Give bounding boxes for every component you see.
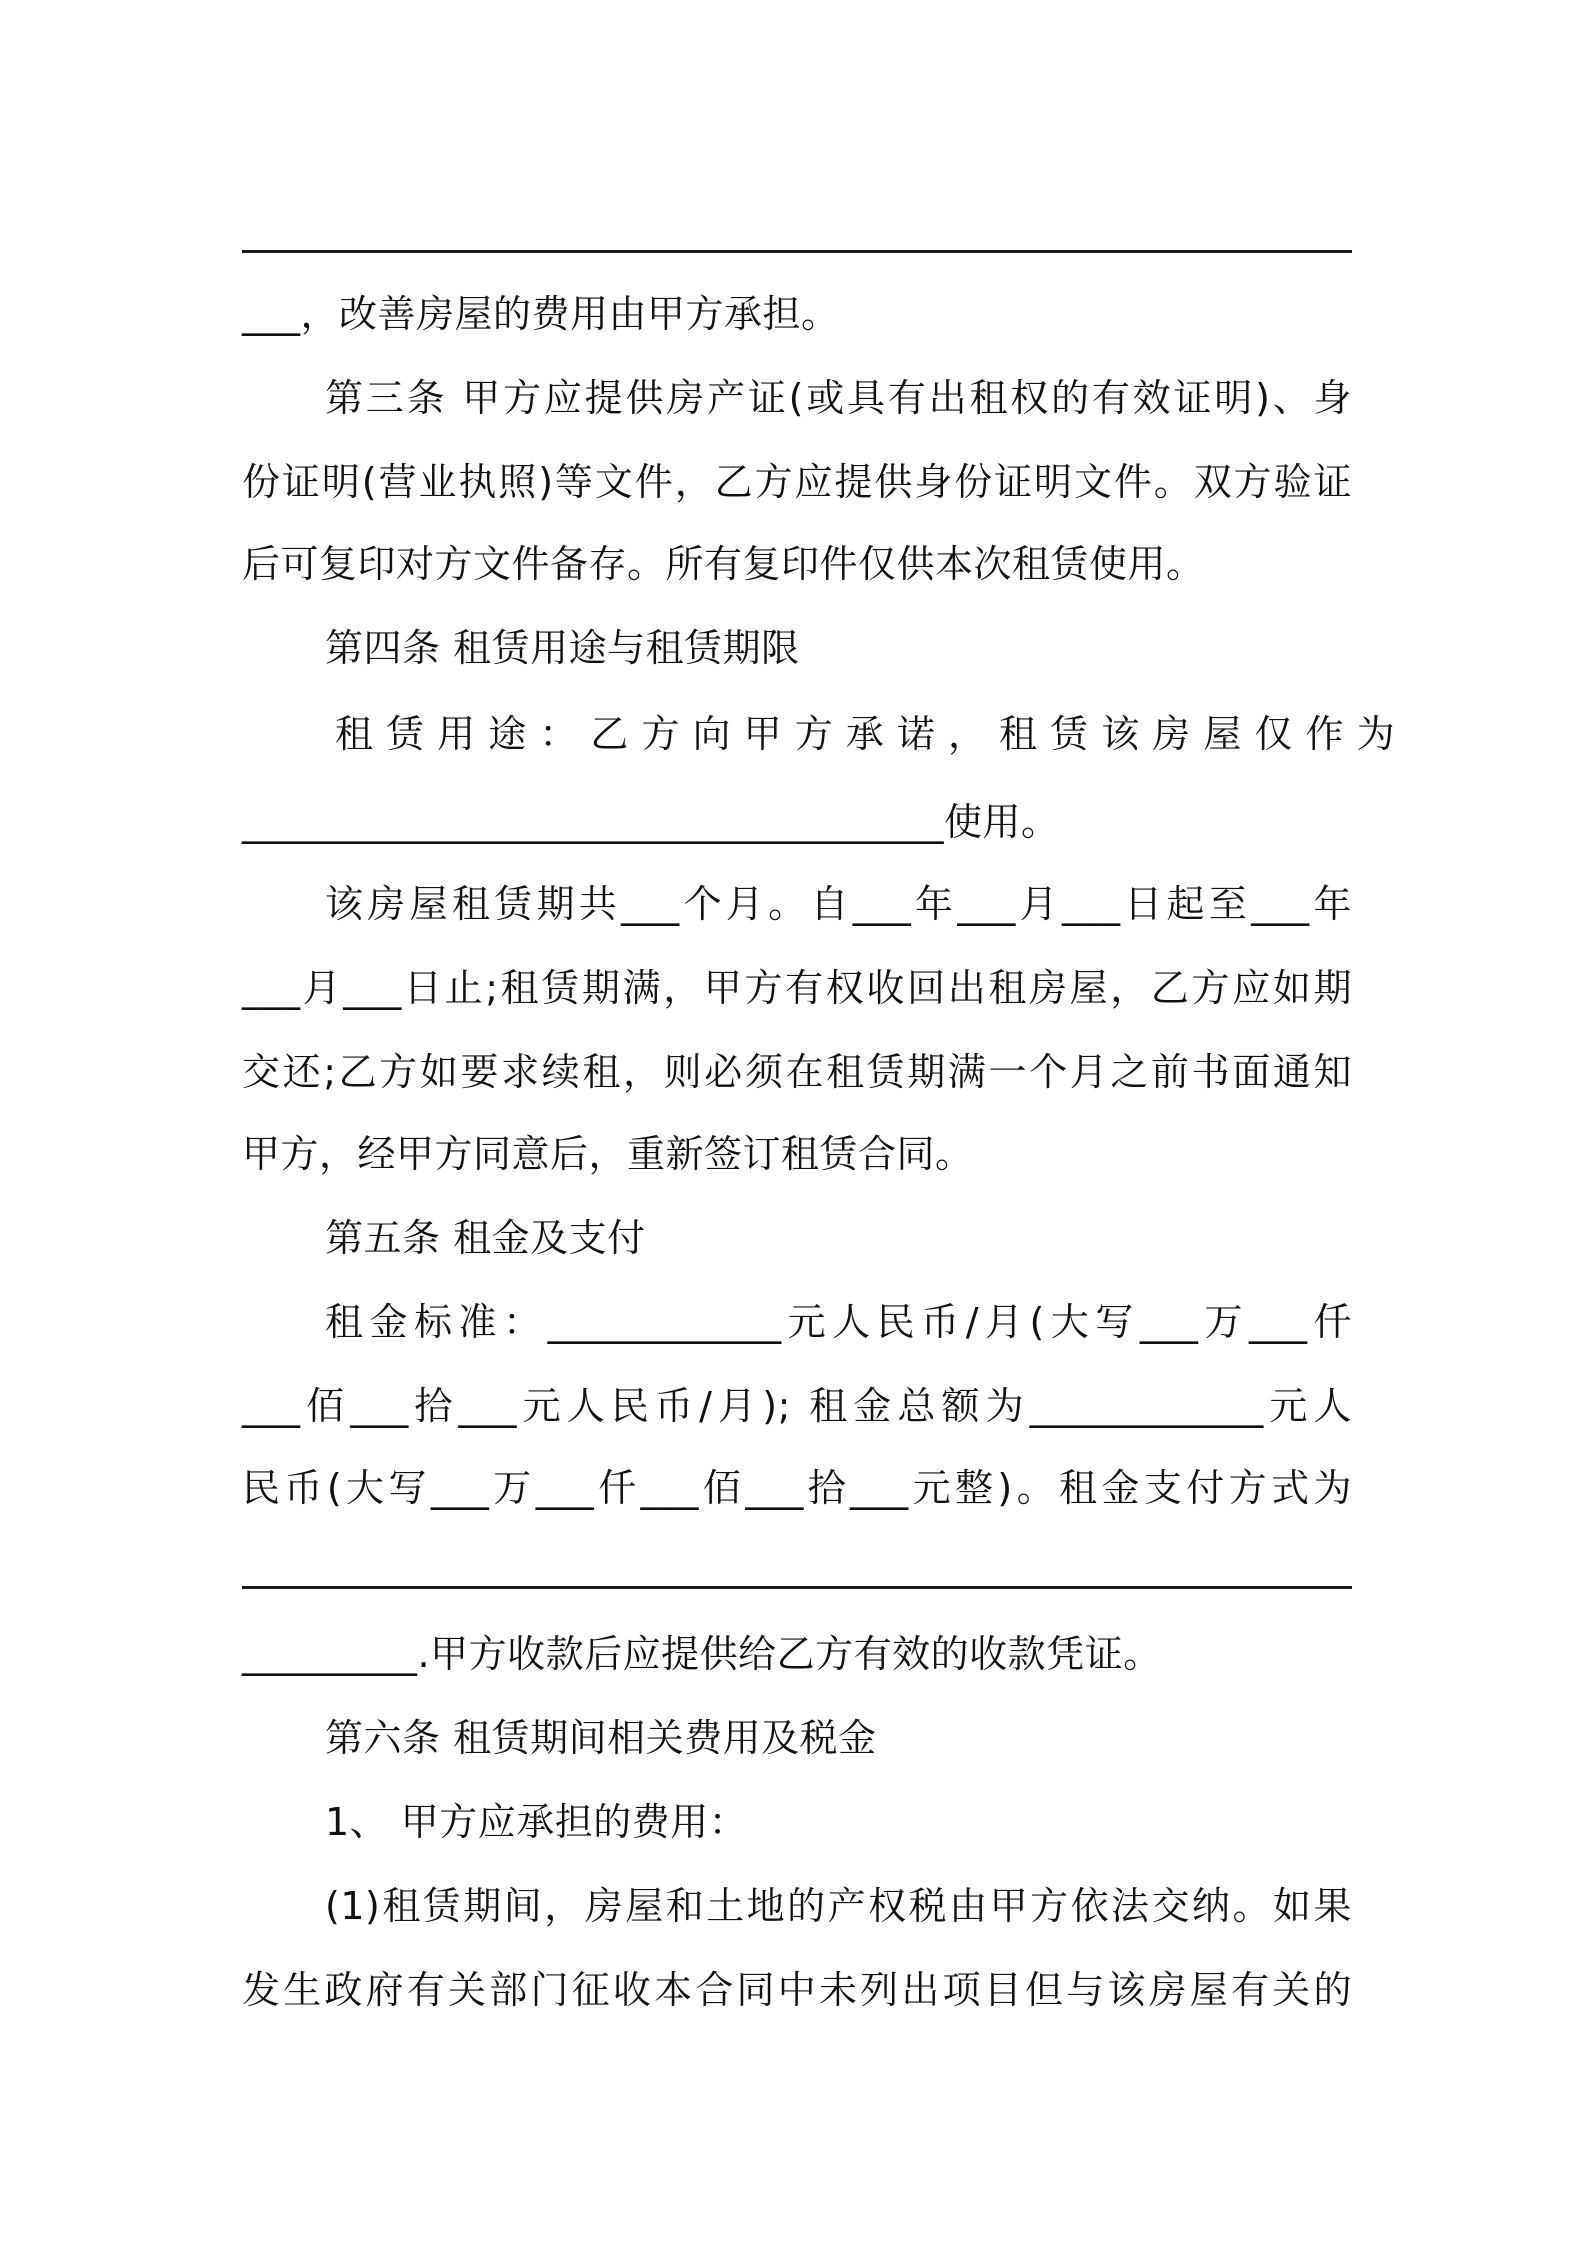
text-line: 后可复印对方文件备存。所有复印件仅供本次租赁使用。 xyxy=(242,542,1205,586)
text-line: ___佰___拾___元人民币/月); 租金总额为____________元人 xyxy=(242,1384,1352,1428)
text-line: 该房屋租赁期共___个月。自___年___月___日起至___年 xyxy=(325,882,1352,926)
text-line: 甲方，经甲方同意后，重新签订租赁合同。 xyxy=(242,1132,974,1176)
text-line: (1)租赁期间，房屋和土地的产权税由甲方依法交纳。如果 xyxy=(325,1884,1352,1928)
blank-rule xyxy=(242,250,1352,253)
article-4-heading: 第四条 租赁用途与租赁期限 xyxy=(325,626,800,670)
text-line: 交还;乙方如要求续租，则必须在租赁期满一个月之前书面通知 xyxy=(242,1050,1352,1094)
text-line: 租 赁 用 途 ： 乙 方 向 甲 方 承 诺 ， 租 赁 该 房 屋 仅 作 为 xyxy=(335,712,1396,756)
text-line: 份证明(营业执照)等文件，乙方应提供身份证明文件。双方验证 xyxy=(242,460,1352,504)
text-line: 租金标准：____________元人民币/月(大写___万___仟 xyxy=(325,1300,1352,1344)
text-line: ___，改善房屋的费用由甲方承担。 xyxy=(242,292,840,336)
blank-rule xyxy=(242,1586,1352,1589)
text-line: ___月___日止;租赁期满，甲方有权收回出租房屋，乙方应如期 xyxy=(242,966,1352,1010)
text-line: _________.甲方收款后应提供给乙方有效的收款凭证。 xyxy=(242,1632,1162,1676)
article-3-heading-line: 第三条 甲方应提供房产证(或具有出租权的有效证明)、身 xyxy=(325,376,1352,420)
text-line: 民币(大写___万___仟___佰___拾___元整)。租金支付方式为 xyxy=(242,1466,1352,1510)
article-5-heading: 第五条 租金及支付 xyxy=(325,1216,646,1260)
article-6-heading: 第六条 租赁期间相关费用及税金 xyxy=(325,1716,877,1760)
text-line: ____________________________________使用。 xyxy=(242,800,1060,844)
list-item-heading: 1、 甲方应承担的费用： xyxy=(325,1800,748,1844)
text-line: 发生政府有关部门征收本合同中未列出项目但与该房屋有关的 xyxy=(242,1968,1352,2012)
